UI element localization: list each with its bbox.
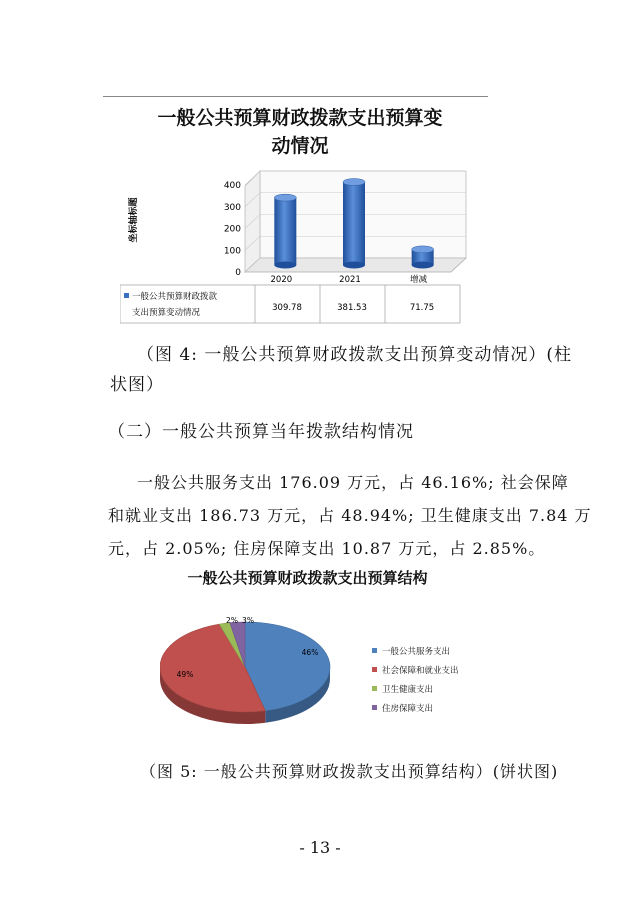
y-tick-label: 200 bbox=[223, 224, 241, 235]
pie-chart-title: 一般公共预算财政拨款支出预算结构 bbox=[187, 569, 428, 587]
para-line1: 一般公共服务支出 176.09 万元，占 46.16%; 社会保障 bbox=[137, 473, 569, 492]
section-heading: （二）一般公共预算当年拨款结构情况 bbox=[108, 422, 414, 442]
y-tick-label: 300 bbox=[223, 202, 241, 213]
fig5-caption: （图 5: 一般公共预算财政拨款支出预算结构）(饼状图) bbox=[140, 762, 559, 781]
bar-增减 bbox=[412, 246, 434, 269]
pie-legend-label: 卫生健康支出 bbox=[382, 684, 434, 695]
table-value: 71.75 bbox=[409, 303, 435, 313]
pie-pct-label: 3% bbox=[242, 616, 254, 625]
pie-legend-swatch bbox=[372, 667, 377, 672]
pie-legend-label: 一般公共服务支出 bbox=[382, 646, 451, 657]
x-tick-label: 增减 bbox=[410, 275, 428, 285]
pie-pct-label: 2% bbox=[226, 616, 238, 625]
y-tick-label: 400 bbox=[223, 181, 241, 191]
pie-legend-label: 住房保障支出 bbox=[382, 703, 434, 714]
fig4-caption-line2: 状图） bbox=[110, 375, 164, 395]
top-divider bbox=[103, 96, 488, 97]
pie-chart bbox=[160, 615, 370, 735]
pie-pct-label: 46% bbox=[301, 648, 319, 657]
bar-2020 bbox=[274, 194, 296, 268]
pie-legend-item bbox=[372, 698, 459, 717]
legend-swatch bbox=[124, 293, 129, 298]
pie-legend-swatch bbox=[372, 686, 377, 691]
x-tick-label: 2020 bbox=[270, 275, 293, 285]
bar-chart-title: 一般公共预算财政拨款支出预算变动情况 bbox=[157, 107, 443, 157]
table-value: 381.53 bbox=[337, 303, 367, 313]
pie-legend-item bbox=[372, 660, 459, 679]
bar-2021 bbox=[343, 179, 365, 269]
pie-pct-label: 49% bbox=[176, 670, 194, 679]
page-number: - 13 - bbox=[299, 838, 341, 857]
x-tick-label: 2021 bbox=[339, 275, 361, 285]
pie-legend-item bbox=[372, 641, 459, 660]
pie-legend-label: 社会保障和就业支出 bbox=[382, 665, 459, 676]
table-value: 309.78 bbox=[272, 303, 302, 313]
y-tick-label: 0 bbox=[235, 268, 241, 278]
pie-legend-swatch bbox=[372, 648, 377, 653]
fig4-caption-line1: （图 4: 一般公共预算财政拨款支出预算变动情况）(柱 bbox=[137, 345, 572, 365]
y-tick-label: 100 bbox=[223, 246, 241, 257]
para-line2: 和就业支出 186.73 万元，占 48.94%; 卫生健康支出 7.84 万 bbox=[108, 506, 592, 525]
y-axis-title: 坐标轴标题 bbox=[129, 197, 139, 243]
pie-legend bbox=[372, 641, 459, 717]
legend-label-line1: 一般公共预算财政拨款 bbox=[132, 292, 218, 302]
pie-legend-item bbox=[372, 679, 459, 698]
legend-label-line2: 支出预算变动情况 bbox=[132, 308, 201, 318]
pie-legend-swatch bbox=[372, 705, 377, 710]
para-line3: 元，占 2.05%; 住房保障支出 10.87 万元，占 2.85%。 bbox=[108, 539, 546, 558]
bar-chart bbox=[120, 165, 480, 325]
